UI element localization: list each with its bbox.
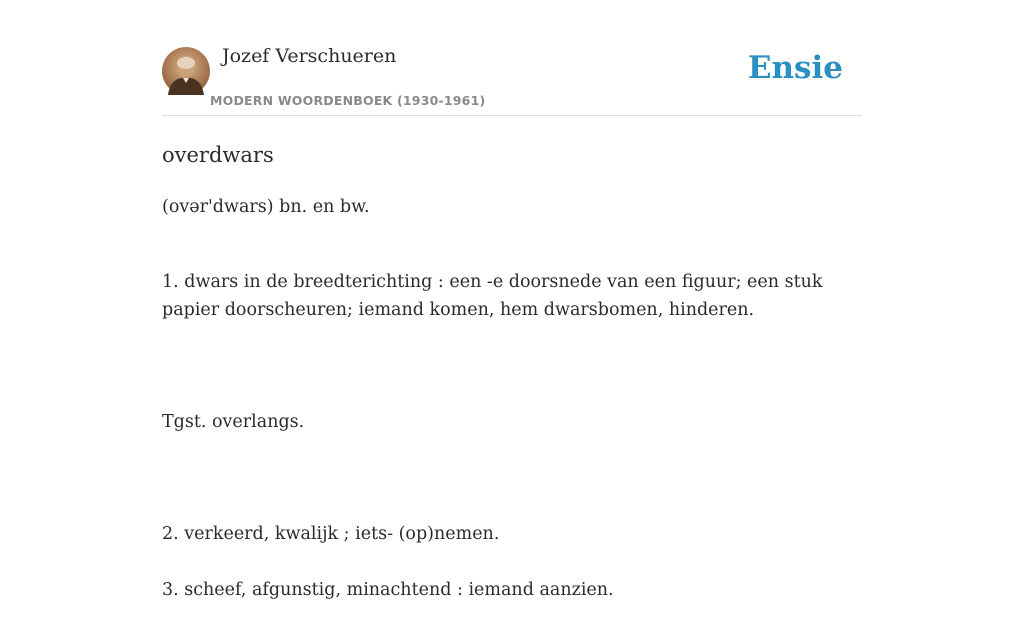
definition-line: 3. scheef, afgunstig, minachtend : iemand aanzien.: [162, 580, 614, 600]
definition-line: 1. dwars in de breedterichting : een -e doorsnede van een figuur; een stuk papier doorscheuren; iemand komen, hem dwarsbomen, hinderen.: [162, 272, 823, 320]
author-avatar[interactable]: [162, 47, 210, 95]
entry-headword: overdwars: [162, 143, 274, 167]
definition-line: 2. verkeerd, kwalijk ; iets- (op)nemen.: [162, 524, 500, 544]
definition-line: [162, 464, 862, 492]
source-title[interactable]: MODERN WOORDENBOEK (1930-1961): [210, 93, 486, 108]
entry-pronunciation: (ovər'dwars) bn. en bw.: [162, 197, 370, 217]
header: [162, 0, 862, 116]
definition-line: Tgst. overlangs.: [162, 412, 305, 432]
entry-definition: [162, 240, 862, 632]
portrait-icon: [162, 47, 210, 95]
dictionary-entry: [162, 140, 862, 632]
author-name[interactable]: Jozef Verschueren: [222, 45, 397, 67]
definition-line: [162, 352, 862, 380]
ensie-logo[interactable]: Ensie: [747, 50, 843, 86]
